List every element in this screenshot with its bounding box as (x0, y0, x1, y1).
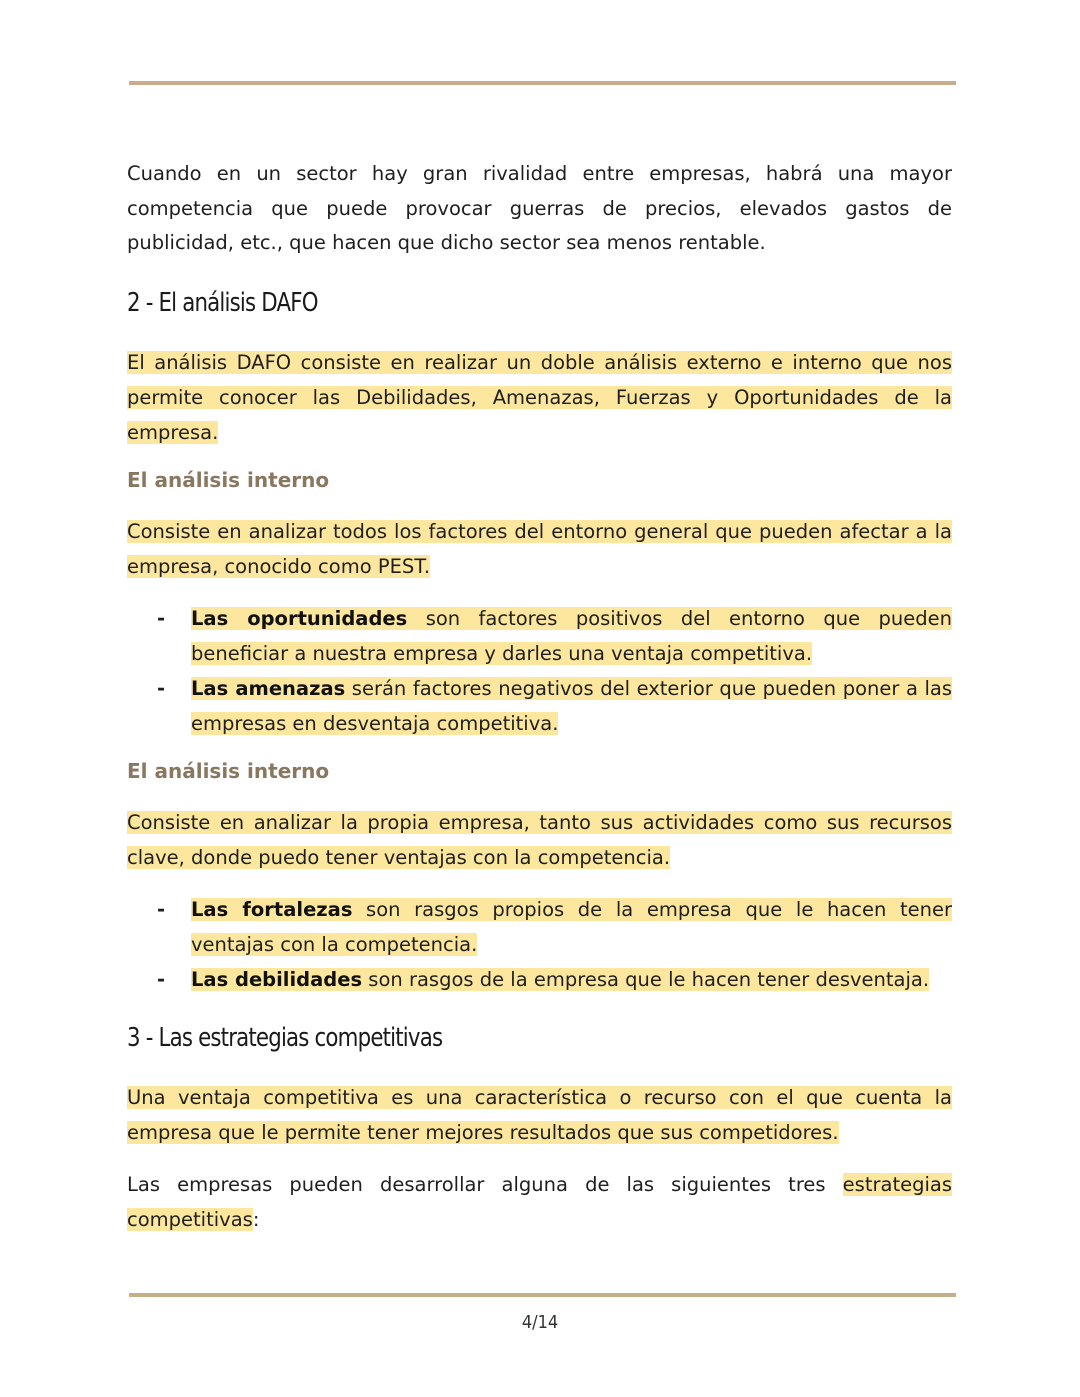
footer-rule (129, 1293, 956, 1297)
dafo-intro-text: El análisis DAFO consiste en realizar un doble análisis externo e interno que nos permite conocer las Debilidades, Amenazas, Fuerzas y Oportunidades de la empresa. (127, 350, 952, 444)
subsection-2-text: Consiste en analizar la propia empresa, tanto sus actividades como sus recursos clave, donde puedo tener ventajas con la competencia. (127, 810, 952, 869)
advantage-text: Una ventaja competitiva es una característica o recurso con el que cuenta la empresa que le permite tener mejores resultados que sus competidores. (127, 1085, 952, 1144)
header-rule (129, 81, 956, 85)
page-number: 4/14 (521, 1312, 559, 1333)
strategies-paragraph (127, 1167, 952, 1237)
list-item (127, 601, 952, 671)
list-item-description: son rasgos de la empresa que le hacen tener desventaja. (362, 967, 930, 991)
section-3-heading: 3 - Las estrategias competitivas (127, 1022, 443, 1053)
subsection-1-text: Consiste en analizar todos los factores del entorno general que pueden afectar a la empresa, conocido como PEST. (127, 519, 952, 578)
list-dash: - (157, 897, 166, 921)
list-item-term: Las debilidades (191, 967, 363, 991)
subsection-2-paragraph (127, 805, 952, 875)
list-item-description: son rasgos propios de la empresa que le hacen tener ventajas con la competencia. (191, 897, 952, 956)
intro-paragraph: Cuando en un sector hay gran rivalidad entre empresas, habrá una mayor competencia que puede provocar guerras de precios, elevados gastos de publicidad, etc., que hacen que dicho sector sea menos rentable. (127, 162, 952, 254)
page-content (127, 157, 952, 1237)
list-item-term: Las amenazas (191, 676, 346, 700)
list-item-term: Las oportunidades (191, 606, 408, 630)
list-item-term: Las fortalezas (191, 897, 353, 921)
list-item-text (191, 607, 952, 665)
dafo-intro-paragraph (127, 345, 952, 450)
strategies-text-after: : (252, 1207, 260, 1231)
list-dash: - (157, 676, 166, 700)
subsection-1-list (127, 601, 952, 741)
strategies-highlight: estrategias competitivas (127, 1172, 952, 1231)
strategies-text-before: Las empresas pueden desarrollar alguna de las siguientes tres (127, 1172, 843, 1196)
list-item-text (191, 898, 952, 956)
list-item (127, 892, 952, 962)
list-item-description: son factores positivos del entorno que pueden beneficiar a nuestra empresa y darles una ventaja competitiva. (191, 606, 953, 665)
list-dash: - (157, 967, 166, 991)
subsection-heading-1: El análisis interno (127, 467, 330, 492)
list-item (127, 671, 952, 741)
subsection-heading-2: El análisis interno (127, 758, 330, 783)
list-item-text (191, 677, 952, 735)
advantage-paragraph (127, 1080, 952, 1150)
subsection-2-list (127, 892, 952, 997)
subsection-1-paragraph (127, 514, 952, 584)
list-dash: - (157, 606, 166, 630)
list-item-description: serán factores negativos del exterior que pueden poner a las empresas en desventaja competitiva. (191, 676, 952, 735)
section-2-heading: 2 - El análisis DAFO (127, 287, 318, 318)
list-item (127, 962, 952, 997)
list-item-text (191, 968, 929, 991)
